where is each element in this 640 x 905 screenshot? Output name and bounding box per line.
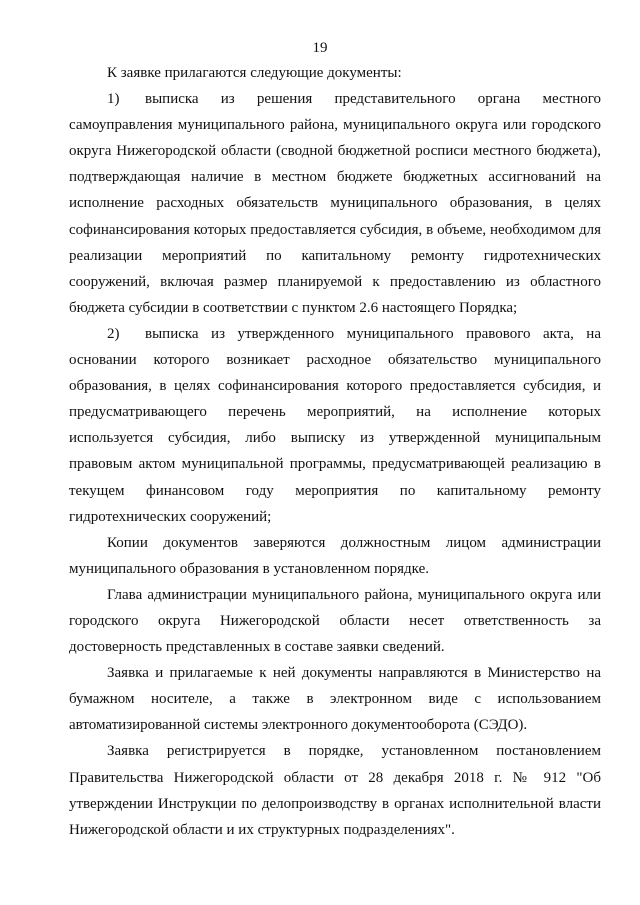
intro-paragraph: К заявке прилагаются следующие документы: xyxy=(107,65,402,81)
list-item-2 xyxy=(69,321,601,530)
list-item-number: 2) xyxy=(107,325,120,342)
registration-paragraph: Заявка регистрируется в порядке, установленном постановлением Правительства Нижегородской области от 28 декабря 2018 г. № 912 "Об утверждении Инструкции по делопроизводству в органах исполнительной власти Нижегородской области и их структурных подразделениях". xyxy=(69,743,601,838)
submission-paragraph: Заявка и прилагаемые к ней документы направляются в Министерство на бумажном носителе, а также в электронном виде с использованием автоматизированной системы электронного документооборота (СЭДО). xyxy=(69,665,601,734)
list-item-text: выписка из решения представительного органа местного самоуправления муниципального района, муниципального округа или городского округа Нижегородской области (сводной бюджетной росписи местного бюджета), подтверждающая наличие в местном бюджете бюджетных ассигнований на исполнение расходных обязательств муниципального образования, в целях софинансирования которых предоставляется субсидия, в объеме, необходимом для реализации мероприятий по капитальному ремонту гидротехнических сооружений, включая размер планируемой к предоставлению из областного бюджета субсидии в соответствии с пунктом 2.6 настоящего Порядка; xyxy=(69,91,601,316)
responsibility-paragraph: Глава администрации муниципального района, муниципального округа или городского округа Нижегородской области несет ответственность за достоверность представленных в составе заявки сведений. xyxy=(69,586,601,656)
list-item-1 xyxy=(69,86,601,321)
copies-paragraph: Копии документов заверяются должностным лицом администрации муниципального образования в установленном порядке. xyxy=(69,534,601,577)
list-item-text: выписка из утвержденного муниципального правового акта, на основании которого возникает расходное обязательство муниципального образования, в целях софинансирования которого предоставляется субсидия, и предусматривающего перечень мероприятий, на исполнение которых используется субсидия, либо выписку из утвержденной муниципальным правовым актом муниципальной программы, предусматривающей реализацию в текущем финансовом году мероприятия по капитальному ремонту гидротехнических сооружений; xyxy=(69,325,601,525)
list-item-number: 1) xyxy=(107,91,120,108)
document-body xyxy=(69,60,601,843)
page-number: 19 xyxy=(312,40,328,56)
